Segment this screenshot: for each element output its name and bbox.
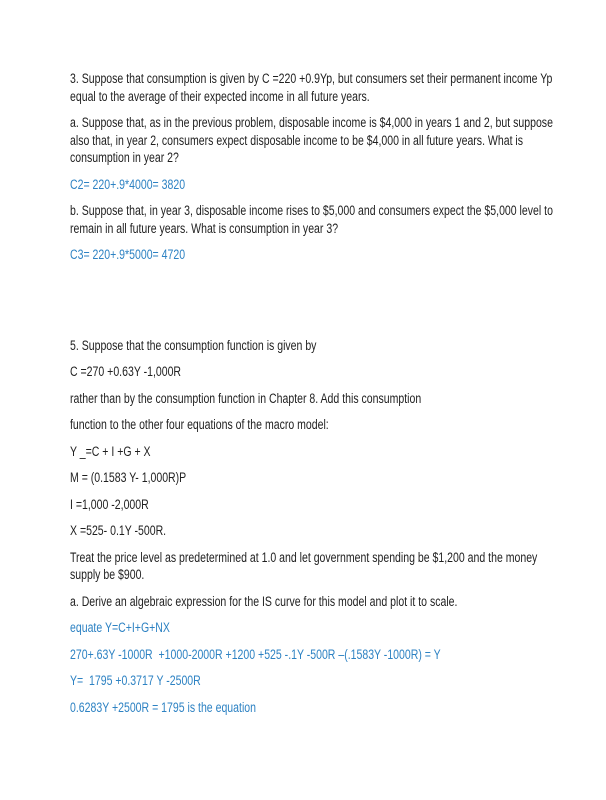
- model-equation-net-exports: [70, 522, 576, 540]
- text-line: also that, in year 2, consumers expect disposable income to be $4,000 in all future years. What is: [70, 132, 524, 148]
- model-equation-money: [70, 469, 576, 487]
- text-line: supply be $900.: [70, 567, 145, 582]
- problem-3b-answer: [70, 246, 576, 264]
- answer-line: equate Y=C+I+G+NX: [70, 620, 170, 635]
- text-line: C =270 +0.63Y -1,000R: [70, 364, 182, 379]
- text-line: equal to the average of their expected income in all future years.: [70, 88, 370, 104]
- text-line: b. Suppose that, in year 3, disposable income rises to $5,000 and consumers expect the $5,000 level to: [70, 203, 553, 218]
- text-line: I =1,000 -2,000R: [70, 496, 149, 512]
- problem-3b-question: [70, 202, 576, 237]
- model-equation-investment: [70, 496, 576, 514]
- text-line: Treat the price level as predetermined at 1.0 and let government spending be $1,200 and the money: [70, 549, 538, 565]
- problem-5-consumption-function: [70, 363, 576, 381]
- problem-5a-answer-step-2: [70, 646, 576, 664]
- answer-line: 270+.63Y -1000R +1000-2000R +1200 +525 -.1Y -500R –(.1583Y -1000R) = Y: [70, 646, 441, 662]
- answer-line: C2= 220+.9*4000= 3820: [70, 176, 186, 192]
- problem-3a-question: [70, 114, 576, 167]
- problem-5a-question: [70, 593, 576, 611]
- problem-3-statement: [70, 70, 576, 105]
- text-line: rather than by the consumption function in Chapter 8. Add this consumption: [70, 390, 422, 406]
- text-line: remain in all future years. What is consumption in year 3?: [70, 220, 339, 236]
- answer-line: 0.6283Y +2500R = 1795 is the equation: [70, 699, 256, 715]
- problem-5-statement: [70, 337, 576, 355]
- problem-5-statement-cont-2: [70, 416, 576, 434]
- text-line: M = (0.1583 Y- 1,000R)P: [70, 470, 187, 485]
- answer-line: Y= 1795 +0.3717 Y -2500R: [70, 673, 201, 688]
- text-line: a. Suppose that, as in the previous problem, disposable income is $4,000 in years 1 and 2, but suppose: [70, 115, 553, 130]
- text-line: 3. Suppose that consumption is given by C =220 +0.9Yp, but consumers set their permanent income Yp: [70, 71, 553, 86]
- model-equation-income: [70, 443, 576, 461]
- problem-5-statement-cont: [70, 390, 576, 408]
- answer-line: C3= 220+.9*5000= 4720: [70, 247, 186, 262]
- text-line: consumption in year 2?: [70, 150, 179, 165]
- problem-5-assumptions: [70, 549, 576, 584]
- section-gap: [70, 273, 576, 337]
- text-line: function to the other four equations of the macro model:: [70, 417, 329, 432]
- problem-5a-answer-result: [70, 699, 576, 717]
- text-line: X =525- 0.1Y -500R.: [70, 523, 167, 538]
- text-line: 5. Suppose that the consumption function is given by: [70, 337, 317, 353]
- problem-5a-answer-step-3: [70, 672, 576, 690]
- problem-5a-answer-step-1: [70, 619, 576, 637]
- problem-3a-answer: [70, 176, 576, 194]
- text-line: Y _=C + I +G + X: [70, 443, 151, 459]
- text-line: a. Derive an algebraic expression for the IS curve for this model and plot it to scale.: [70, 593, 458, 609]
